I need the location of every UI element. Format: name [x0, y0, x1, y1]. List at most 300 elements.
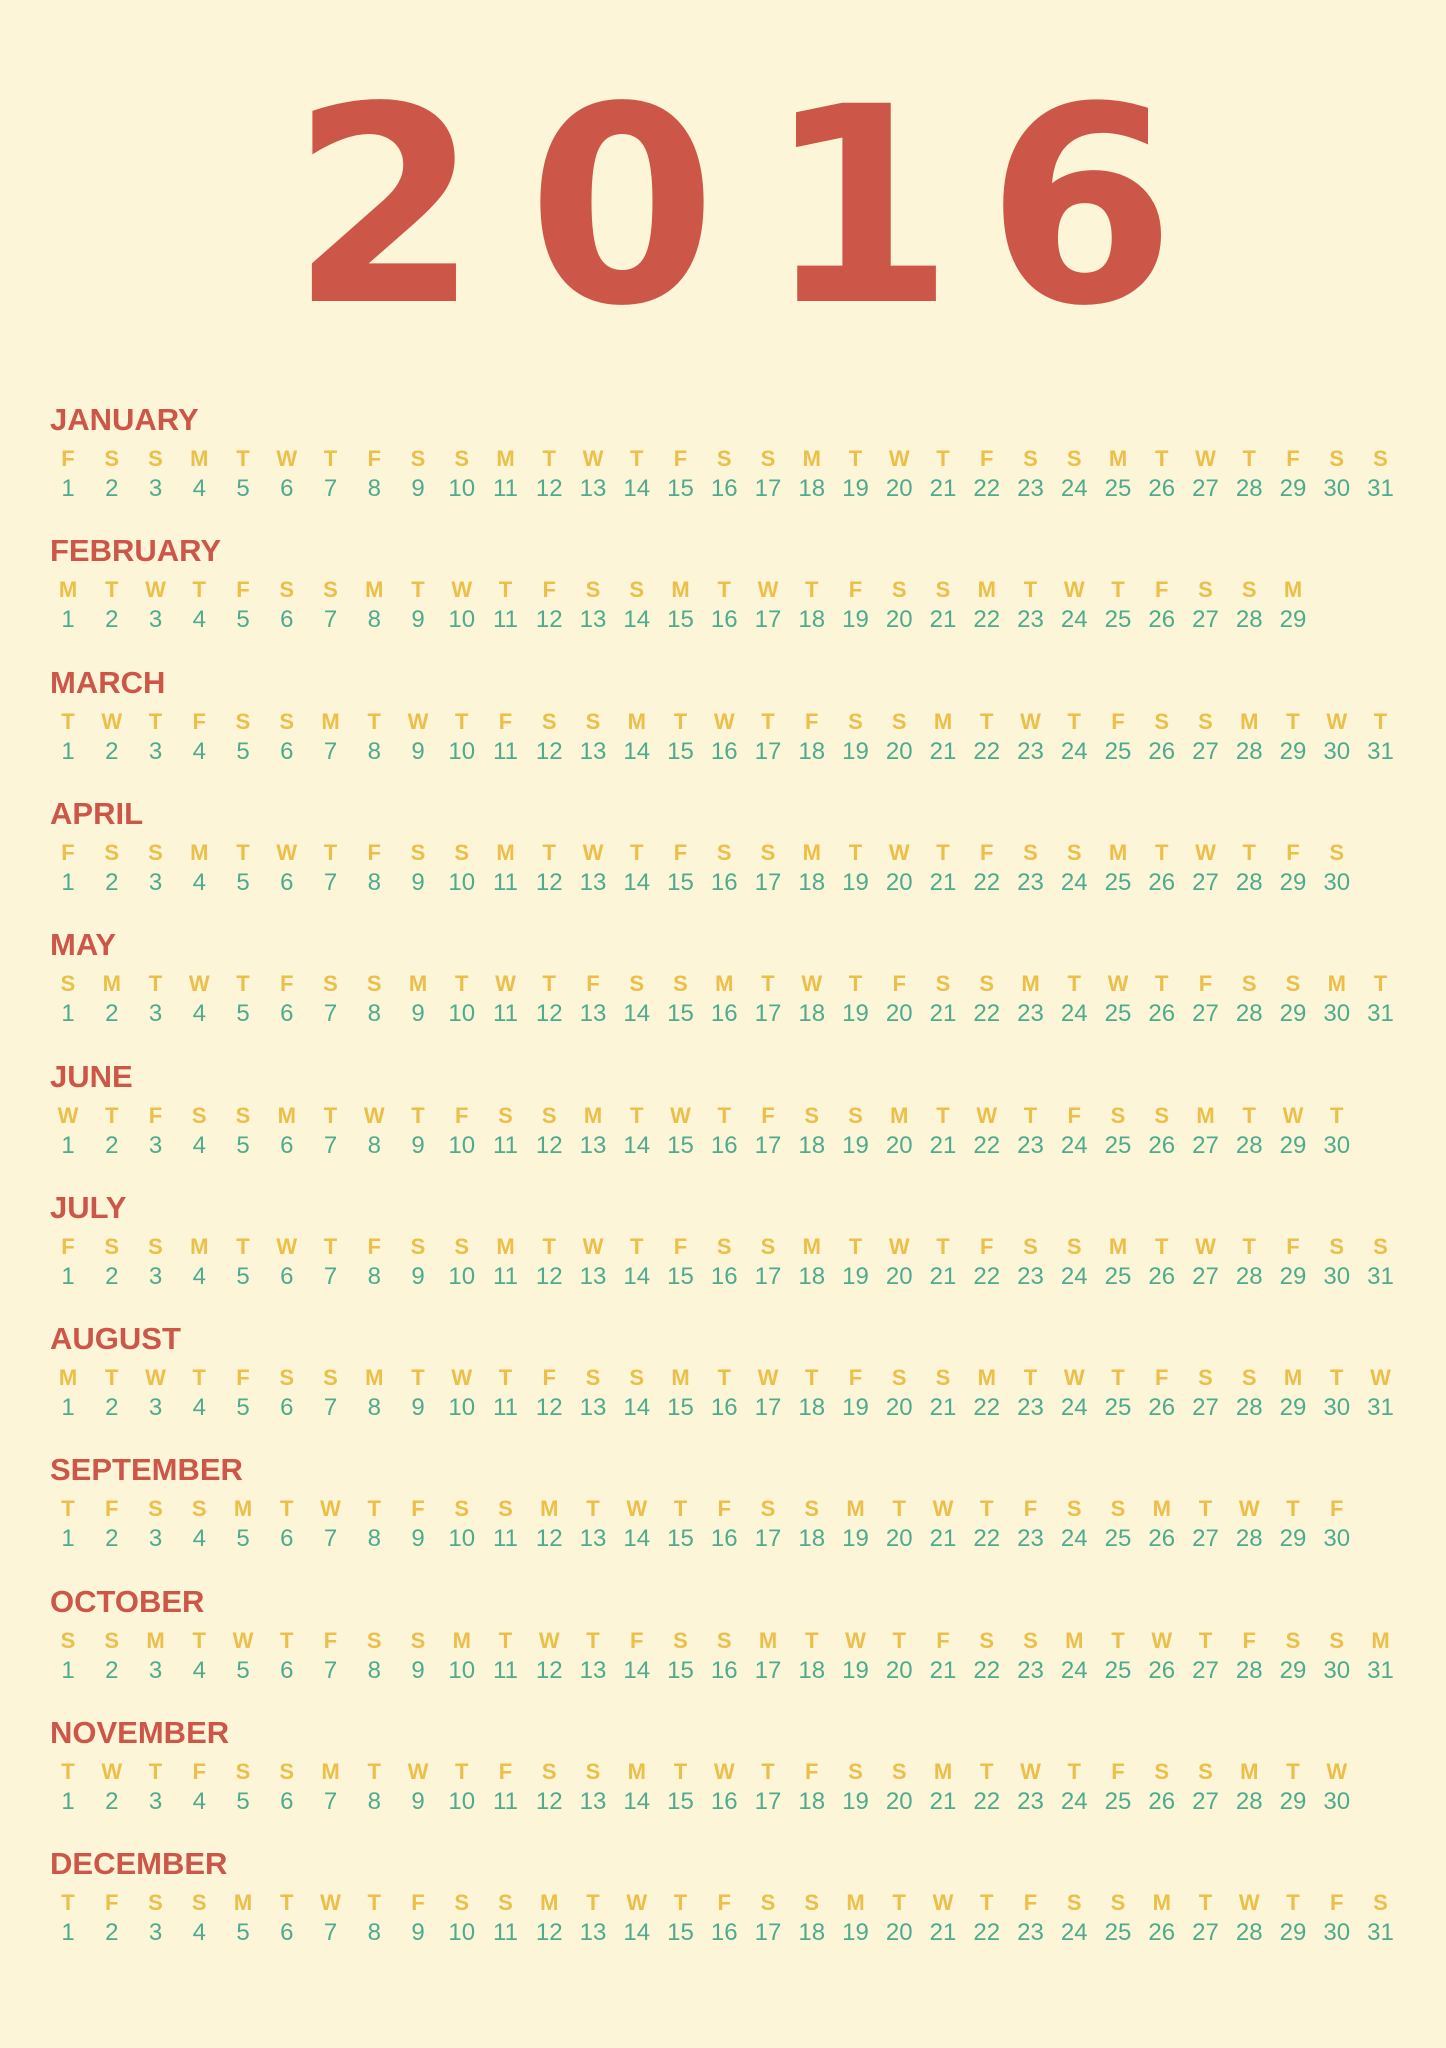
weekday-letter: T [1286, 708, 1300, 734]
weekday-letter: F [586, 971, 600, 997]
weekday-letter: W [932, 1890, 954, 1916]
day-number: 31 [1367, 1000, 1394, 1028]
weekday-letter: W [1063, 1365, 1085, 1391]
weekday-letter: T [980, 1496, 994, 1522]
day-number: 19 [842, 1131, 869, 1159]
weekday-letter: S [804, 1102, 820, 1128]
weekday-letter: T [1023, 1102, 1038, 1128]
month-name: SEPTEMBER [50, 1452, 243, 1488]
weekday-letter: S [1110, 1102, 1126, 1128]
weekday-letter: T [542, 839, 556, 865]
day-number: 13 [579, 1131, 607, 1159]
day-number: 8 [367, 606, 381, 634]
weekday-letter: M [365, 1365, 384, 1391]
day-number: 19 [842, 606, 869, 634]
weekday-letter: T [411, 577, 425, 603]
weekday-letter: S [585, 1365, 601, 1391]
weekday-letter: F [1286, 839, 1300, 865]
weekday-letter: F [455, 1102, 469, 1128]
weekday-letter: S [1329, 1627, 1345, 1653]
weekday-letter: W [495, 971, 516, 997]
weekday-letter: T [892, 1496, 906, 1522]
day-number: 8 [367, 1656, 381, 1684]
weekday-letter: F [848, 577, 863, 603]
weekday-letter: T [761, 708, 775, 734]
weekday-letter: S [1023, 1627, 1038, 1653]
day-number: 24 [1060, 868, 1088, 896]
day-number: 4 [192, 475, 206, 502]
weekday-letter: M [58, 1365, 78, 1391]
day-number: 7 [323, 1788, 338, 1815]
day-number: 27 [1192, 1788, 1219, 1815]
day-number: 5 [236, 1525, 250, 1553]
weekday-letter: F [980, 839, 994, 865]
day-number: 15 [667, 1131, 694, 1159]
day-number: 12 [535, 868, 563, 896]
day-number: 9 [411, 1131, 425, 1159]
weekday-letter: W [101, 708, 123, 734]
weekday-letter: T [1111, 1365, 1125, 1391]
day-number: 15 [667, 1919, 694, 1947]
day-number: 19 [842, 868, 869, 896]
weekday-letter: T [323, 839, 338, 865]
weekday-letter: F [1286, 1233, 1300, 1259]
day-number: 30 [1323, 1262, 1351, 1290]
day-number: 6 [280, 1919, 294, 1947]
weekday-letter: T [1330, 1102, 1344, 1128]
weekday-letter: S [104, 839, 120, 865]
day-number: 17 [754, 1131, 782, 1159]
day-number: 31 [1367, 475, 1394, 502]
weekday-letter: M [277, 1102, 296, 1128]
weekday-letter: T [1198, 1496, 1213, 1522]
weekday-letter: S [1154, 1759, 1170, 1784]
month-june [0, 1059, 1446, 1177]
weekday-letter: S [1023, 839, 1038, 865]
weekday-letter: T [192, 1365, 206, 1391]
day-number: 26 [1148, 868, 1176, 896]
weekday-letter: W [188, 971, 210, 997]
weekday-letter: W [1238, 1890, 1260, 1916]
day-number: 8 [367, 868, 381, 896]
weekday-letter: F [1023, 1496, 1038, 1522]
day-number: 24 [1060, 1656, 1088, 1684]
weekday-letter: M [233, 1496, 253, 1522]
weekday-letter: S [1285, 1627, 1301, 1653]
weekday-letter: S [629, 971, 645, 997]
day-number: 10 [448, 868, 476, 896]
day-number: 24 [1060, 475, 1088, 502]
weekday-letter: T [1023, 1365, 1038, 1391]
day-number: 25 [1104, 1262, 1132, 1290]
day-number: 28 [1235, 737, 1263, 765]
weekday-letter: S [673, 971, 688, 997]
weekday-letter: F [1330, 1496, 1344, 1522]
day-number: 24 [1060, 1788, 1088, 1815]
day-number: 30 [1323, 1525, 1351, 1553]
day-number: 17 [754, 1000, 782, 1028]
weekday-letter: S [1241, 577, 1257, 603]
weekday-letter: S [235, 1102, 251, 1128]
day-number: 9 [411, 1262, 425, 1290]
day-number: 11 [493, 1131, 518, 1159]
day-number: 25 [1104, 475, 1132, 502]
weekday-letter: W [101, 1759, 123, 1784]
weekday-letter: S [1066, 1233, 1082, 1259]
day-number: 23 [1017, 1131, 1044, 1159]
weekday-letter: F [192, 708, 206, 734]
day-number: 1 [61, 1919, 75, 1947]
day-number: 7 [323, 737, 338, 765]
weekday-letter: T [1242, 839, 1256, 865]
weekday-letter: S [935, 577, 951, 603]
weekday-letter: M [233, 1890, 253, 1916]
day-number: 26 [1148, 1262, 1176, 1290]
weekday-letter: S [1198, 708, 1213, 734]
weekday-letter: M [58, 577, 78, 603]
weekday-letter: S [804, 1496, 820, 1522]
day-number: 29 [1279, 1131, 1307, 1159]
weekday-letter: M [671, 1365, 690, 1391]
day-number: 6 [280, 737, 294, 765]
day-number: 25 [1104, 1394, 1132, 1422]
weekday-letter: T [1155, 446, 1169, 471]
weekday-letter: S [279, 577, 295, 603]
day-number: 27 [1192, 475, 1219, 502]
weekday-letter: W [1195, 446, 1216, 471]
day-number: 5 [236, 1919, 250, 1947]
weekday-letter: F [61, 1233, 75, 1259]
weekday-letter: W [1107, 971, 1129, 997]
day-number: 3 [148, 1788, 163, 1815]
weekday-letter: T [1286, 1759, 1300, 1784]
day-number: 5 [236, 475, 250, 502]
weekday-letter: T [148, 1759, 163, 1784]
day-number: 29 [1279, 868, 1307, 896]
month-name: JUNE [50, 1058, 133, 1094]
weekday-letter: F [411, 1890, 425, 1916]
day-number: 11 [493, 1525, 518, 1553]
weekday-letter: T [61, 1890, 75, 1916]
day-number: 23 [1017, 868, 1044, 896]
weekday-letter: F [367, 839, 381, 865]
weekday-letter: M [715, 971, 734, 997]
day-number: 29 [1279, 1525, 1307, 1553]
day-number: 8 [367, 1788, 381, 1815]
weekday-letter: S [498, 1890, 513, 1916]
day-number: 22 [973, 606, 1001, 634]
day-number: 6 [280, 475, 294, 502]
weekday-letter: F [367, 446, 381, 471]
weekday-letter: T [805, 1627, 819, 1653]
weekday-letter: M [1108, 839, 1128, 865]
day-number: 10 [448, 737, 476, 765]
weekday-letter: T [1111, 577, 1125, 603]
weekday-letter: W [626, 1890, 648, 1916]
weekday-letter: T [717, 1102, 731, 1128]
weekday-letter: F [805, 708, 819, 734]
weekday-letter: T [936, 839, 950, 865]
weekday-letter: T [586, 1496, 600, 1522]
month-name: AUGUST [50, 1321, 181, 1357]
month-name: JULY [50, 1189, 127, 1225]
year-digit: 2 [290, 50, 480, 366]
weekday-letter: S [1373, 446, 1388, 471]
day-number: 10 [448, 1656, 476, 1684]
day-number: 13 [579, 1262, 607, 1290]
day-number: 29 [1279, 475, 1307, 502]
year-title [0, 50, 1446, 366]
month-april [0, 796, 1446, 914]
day-number: 25 [1104, 1656, 1132, 1684]
day-number: 2 [105, 1262, 119, 1290]
weekday-letter: T [1198, 1627, 1213, 1653]
day-number: 24 [1060, 1394, 1088, 1422]
weekday-letter: S [716, 1627, 732, 1653]
day-number: 7 [323, 1000, 338, 1028]
weekday-letter: F [542, 1365, 556, 1391]
weekday-letter: S [235, 1759, 251, 1784]
day-number: 22 [973, 1262, 1001, 1290]
day-number: 23 [1017, 1262, 1044, 1290]
day-number: 3 [148, 737, 163, 765]
weekday-letter: T [892, 1890, 906, 1916]
day-number: 18 [798, 1788, 826, 1815]
day-number: 29 [1279, 1919, 1307, 1947]
weekday-letter: T [542, 446, 556, 471]
day-number: 2 [105, 475, 119, 502]
weekday-letter: M [190, 446, 209, 471]
day-number: 7 [323, 475, 338, 502]
day-number: 15 [667, 868, 694, 896]
day-number: 23 [1017, 1919, 1044, 1947]
weekday-letter: S [410, 446, 426, 471]
day-number: 4 [192, 1262, 206, 1290]
weekday-letter: F [892, 971, 906, 997]
day-number: 19 [842, 1394, 869, 1422]
weekday-letter: F [980, 446, 994, 471]
weekday-letter: S [1329, 839, 1345, 865]
weekday-letter: T [280, 1890, 294, 1916]
day-number: 15 [667, 1525, 694, 1553]
weekday-letter: T [323, 446, 338, 471]
day-number: 17 [754, 1656, 782, 1684]
day-number: 19 [842, 1919, 869, 1947]
weekday-letter: T [542, 1233, 556, 1259]
weekday-letter: S [585, 577, 601, 603]
weekday-letter: W [276, 1233, 298, 1259]
day-number: 9 [411, 1656, 425, 1684]
day-number: 13 [579, 1656, 607, 1684]
weekday-letter: F [848, 1365, 863, 1391]
day-number: 1 [61, 1000, 75, 1028]
day-number: 1 [61, 1525, 75, 1553]
weekday-letter: T [323, 1233, 338, 1259]
day-number: 21 [929, 1394, 957, 1422]
weekday-letter: T [367, 1496, 381, 1522]
weekday-letter: T [1286, 1890, 1300, 1916]
day-number: 27 [1192, 1525, 1219, 1553]
weekday-letter: S [1066, 1890, 1082, 1916]
weekday-letter: M [933, 708, 953, 734]
day-number: 8 [367, 1131, 381, 1159]
day-number: 16 [710, 868, 738, 896]
weekday-letter: S [935, 971, 951, 997]
weekday-letter: S [454, 1496, 470, 1522]
day-number: 29 [1279, 1394, 1307, 1422]
day-number: 23 [1017, 606, 1044, 634]
month-december [0, 1846, 1446, 1964]
weekday-letter: F [367, 1233, 381, 1259]
weekday-letter: M [977, 577, 996, 603]
weekday-letter: T [498, 1627, 513, 1653]
weekday-letter: W [145, 577, 166, 603]
day-number: 6 [280, 1525, 294, 1553]
day-number: 14 [623, 868, 651, 896]
day-number: 14 [623, 1000, 651, 1028]
weekday-letter: T [673, 1759, 688, 1784]
day-number: 16 [710, 1525, 738, 1553]
weekday-letter: W [757, 577, 779, 603]
weekday-letter: S [1373, 1233, 1388, 1259]
weekday-letter: W [1326, 1759, 1348, 1784]
weekday-letter: T [455, 708, 469, 734]
weekday-letter: T [848, 839, 863, 865]
weekday-letter: S [323, 577, 338, 603]
weekday-letter: T [105, 577, 119, 603]
weekday-letter: S [454, 1890, 470, 1916]
day-number: 12 [535, 1000, 563, 1028]
day-number: 7 [323, 1394, 338, 1422]
weekday-letter: T [367, 708, 381, 734]
weekday-letter: S [454, 839, 470, 865]
day-number: 28 [1235, 868, 1263, 896]
weekday-letter: S [716, 446, 732, 471]
weekday-letter: T [717, 1365, 731, 1391]
weekday-letter: S [1023, 446, 1038, 471]
weekday-letter: W [1282, 1102, 1304, 1128]
weekday-letter: T [980, 1890, 994, 1916]
day-number: 24 [1060, 1919, 1088, 1947]
day-number: 8 [367, 1262, 381, 1290]
weekday-letter: M [452, 1627, 471, 1653]
day-number: 15 [667, 1656, 694, 1684]
weekday-letter: F [236, 577, 250, 603]
day-number: 24 [1060, 1525, 1088, 1553]
weekday-letter: T [848, 446, 863, 471]
day-number: 28 [1235, 475, 1263, 502]
day-number: 4 [192, 606, 206, 634]
day-number: 18 [798, 606, 826, 634]
day-number: 17 [754, 475, 782, 502]
weekday-letter: T [367, 1759, 381, 1784]
day-number: 18 [798, 1656, 826, 1684]
weekday-letter: S [323, 971, 338, 997]
day-number: 11 [493, 1788, 518, 1815]
weekday-letter: T [936, 1102, 950, 1128]
weekday-letter: F [717, 1496, 731, 1522]
weekday-letter: S [1373, 1890, 1388, 1916]
day-number: 14 [623, 1394, 651, 1422]
weekday-letter: T [805, 577, 819, 603]
weekday-letter: W [407, 1759, 429, 1784]
day-number: 6 [280, 1000, 294, 1028]
day-number: 10 [448, 1131, 476, 1159]
weekday-letter: T [498, 1365, 513, 1391]
day-number: 10 [448, 606, 476, 634]
weekday-letter: S [760, 1233, 776, 1259]
weekday-letter: W [1020, 1759, 1041, 1784]
weekday-letter: S [1329, 446, 1345, 471]
weekday-letter: F [61, 839, 75, 865]
day-number: 12 [535, 1262, 563, 1290]
weekday-letter: T [236, 1233, 250, 1259]
day-number: 22 [973, 868, 1001, 896]
weekday-letter: S [585, 1759, 601, 1784]
weekday-letter: W [1195, 1233, 1216, 1259]
weekday-letter: T [936, 446, 950, 471]
day-number: 16 [710, 606, 738, 634]
day-number: 28 [1235, 1919, 1263, 1947]
day-number: 21 [929, 1262, 957, 1290]
weekday-letter: M [758, 1627, 778, 1653]
weekday-letter: S [60, 1627, 76, 1653]
day-number: 13 [579, 868, 607, 896]
day-number: 24 [1060, 737, 1088, 765]
weekday-letter: W [932, 1496, 954, 1522]
weekday-letter: W [582, 1233, 604, 1259]
weekday-letter: T [1155, 839, 1169, 865]
weekday-letter: S [1023, 1233, 1038, 1259]
day-number: 13 [579, 1919, 607, 1947]
weekday-letter: S [323, 1365, 338, 1391]
day-number: 4 [192, 737, 206, 765]
weekday-letter: T [61, 708, 75, 734]
weekday-letter: W [1326, 708, 1348, 734]
day-number: 18 [798, 1394, 826, 1422]
day-number: 26 [1148, 1131, 1176, 1159]
weekday-letter: S [104, 1627, 120, 1653]
day-number: 29 [1279, 1656, 1307, 1684]
weekday-letter: S [891, 708, 907, 734]
day-number: 28 [1235, 1788, 1263, 1815]
day-number: 14 [623, 1525, 651, 1553]
day-number: 11 [493, 606, 518, 634]
day-number: 18 [798, 1919, 826, 1947]
day-number: 9 [411, 1000, 425, 1028]
weekday-letter: S [191, 1890, 207, 1916]
day-number: 9 [411, 868, 425, 896]
day-number: 3 [148, 1000, 163, 1028]
day-number: 25 [1104, 868, 1132, 896]
day-number: 21 [929, 606, 957, 634]
weekday-letter: F [761, 1102, 775, 1128]
day-number: 3 [148, 475, 163, 502]
day-number: 19 [842, 1000, 869, 1028]
day-number: 13 [579, 1525, 607, 1553]
weekday-letter: F [148, 1102, 163, 1128]
weekday-letter: W [1020, 708, 1041, 734]
day-number: 26 [1148, 1394, 1176, 1422]
weekday-letter: S [848, 1102, 863, 1128]
weekday-letter: T [630, 839, 644, 865]
weekday-letter: S [279, 708, 295, 734]
year-digit: 1 [765, 50, 955, 366]
weekday-letter: S [760, 839, 776, 865]
weekday-letter: T [1373, 971, 1388, 997]
day-number: 11 [493, 1000, 518, 1028]
weekday-letter: T [498, 577, 513, 603]
